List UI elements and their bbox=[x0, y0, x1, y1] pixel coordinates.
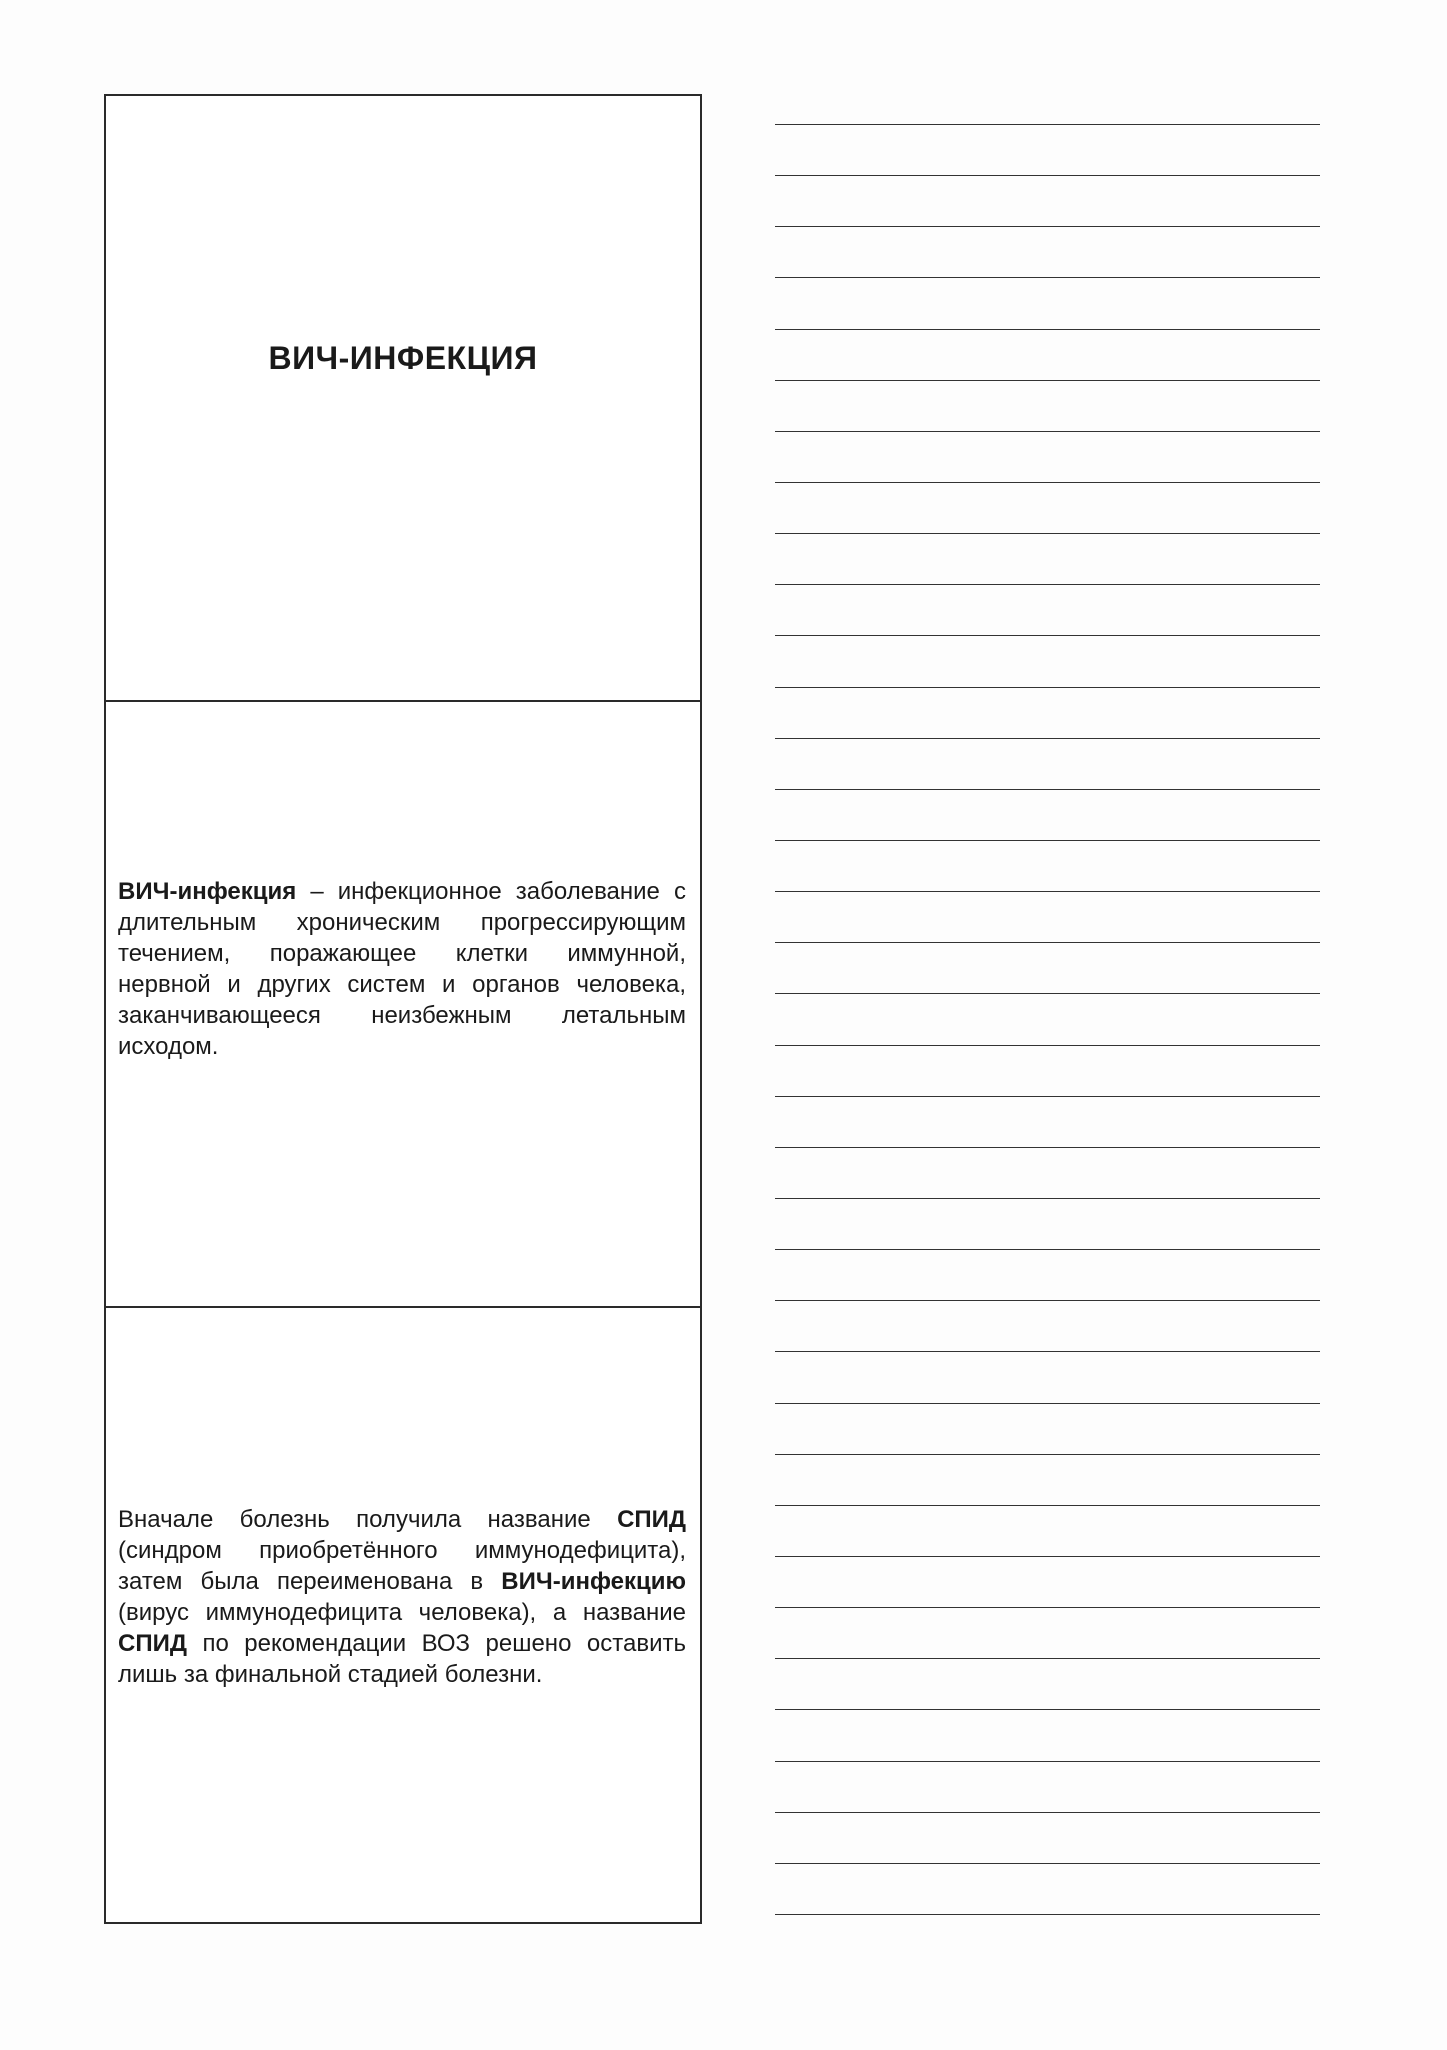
card-title: ВИЧ-ИНФЕКЦИЯ bbox=[268, 339, 538, 376]
bold-term: ВИЧ-инфекция bbox=[118, 878, 297, 905]
writing-line bbox=[775, 789, 1320, 790]
writing-line bbox=[775, 738, 1320, 739]
card-strip bbox=[104, 94, 702, 1924]
writing-line bbox=[775, 1914, 1320, 1915]
writing-line bbox=[775, 1863, 1320, 1864]
writing-line bbox=[775, 1147, 1320, 1148]
text-run: (вирус иммунодефицита человека), а название bbox=[118, 1599, 686, 1626]
writing-line bbox=[775, 993, 1320, 994]
writing-line bbox=[775, 277, 1320, 278]
writing-line bbox=[775, 635, 1320, 636]
bold-term: СПИД bbox=[118, 1630, 187, 1657]
writing-line bbox=[775, 1709, 1320, 1710]
writing-line bbox=[775, 1045, 1320, 1046]
writing-line bbox=[775, 1454, 1320, 1455]
writing-line bbox=[775, 124, 1320, 125]
text-run: – инфекционное заболевание с длительным хроническим прогрессирующим течением, поражающее клетки иммунной, нервной и других систем и органов человека, заканчивающееся неизбежным летальным исходом. bbox=[118, 878, 686, 1060]
writing-lines bbox=[775, 124, 1320, 1914]
title-card bbox=[106, 96, 700, 702]
writing-line bbox=[775, 942, 1320, 943]
writing-line bbox=[775, 329, 1320, 330]
writing-line bbox=[775, 1096, 1320, 1097]
writing-line bbox=[775, 891, 1320, 892]
writing-line bbox=[775, 1300, 1320, 1301]
text-run: по рекомендации ВОЗ решено оставить лишь за финальной стадией болезни. bbox=[118, 1630, 686, 1688]
writing-line bbox=[775, 1607, 1320, 1608]
writing-line bbox=[775, 431, 1320, 432]
writing-line bbox=[775, 1403, 1320, 1404]
naming-history-text bbox=[106, 1504, 700, 1690]
writing-line bbox=[775, 1556, 1320, 1557]
definition-card bbox=[106, 702, 700, 1308]
writing-line bbox=[775, 1812, 1320, 1813]
writing-line bbox=[775, 840, 1320, 841]
text-run: Вначале болезнь получила название bbox=[118, 1506, 618, 1533]
history-card bbox=[106, 1308, 700, 1924]
writing-line bbox=[775, 1198, 1320, 1199]
bold-term: ВИЧ-инфекцию bbox=[501, 1568, 686, 1595]
writing-line bbox=[775, 533, 1320, 534]
writing-line bbox=[775, 1658, 1320, 1659]
writing-line bbox=[775, 1505, 1320, 1506]
definition-text bbox=[106, 876, 700, 1062]
writing-line bbox=[775, 687, 1320, 688]
writing-line bbox=[775, 1249, 1320, 1250]
writing-line bbox=[775, 584, 1320, 585]
writing-line bbox=[775, 482, 1320, 483]
text-run: (синдром приобретённого иммунодефицита), затем была переименована в bbox=[118, 1537, 686, 1595]
writing-line bbox=[775, 226, 1320, 227]
writing-line bbox=[775, 175, 1320, 176]
writing-line bbox=[775, 1761, 1320, 1762]
bold-term: СПИД bbox=[617, 1506, 686, 1533]
writing-line bbox=[775, 380, 1320, 381]
writing-line bbox=[775, 1351, 1320, 1352]
